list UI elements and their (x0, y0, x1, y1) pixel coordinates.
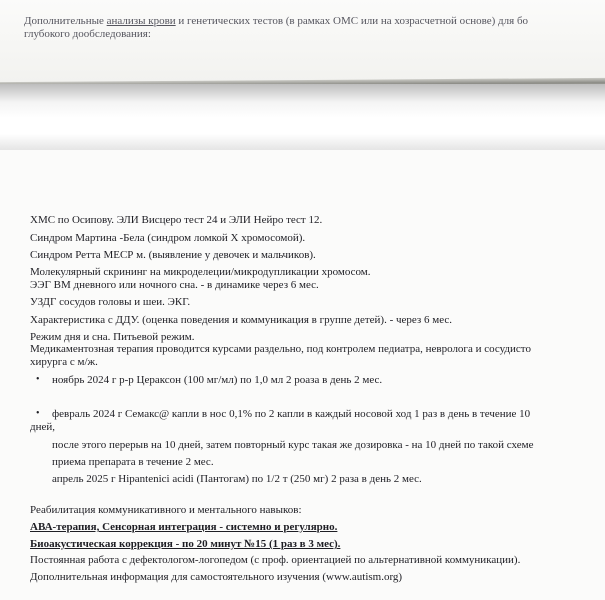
line-ddu: Характеристика с ДДУ. (оценка поведения и коммуникация в группе детей). - через 6 мес. (30, 314, 453, 326)
line-ceraxon: ноябрь 2024 г р-р Цераксон (100 мг/мл) по 1,0 мл 2 роаза в день 2 мес. (52, 374, 383, 386)
bullet-1: • (36, 374, 40, 385)
line-therapy: Медикаментозная терапия проводится курсами раздельно, под контролем педиатра, невролога и сосудисто (30, 343, 531, 355)
bullet-2: • (36, 408, 40, 419)
page-gap (0, 84, 605, 150)
line-autism-info: Дополнительная информация для самостоятельного изучения (www.autism.org) (30, 571, 403, 583)
line-rehab: Реабилитация коммуникативного и ментального навыков: (30, 504, 302, 516)
top-note-text-a: Дополнительные (24, 15, 104, 27)
line-course: приема препарата в течение 2 мес. (52, 456, 214, 468)
line-regime: Режим дня и сна. Питьевой режим. (30, 331, 195, 343)
line-molecular: Молекулярный скрининг на микроделеции/микродупликации хромосом. (30, 266, 371, 278)
line-bioacoustic: Биоакустическая коррекция - по 20 минут №15 (1 раз в 3 мес). (30, 538, 341, 550)
line-semax-cont: дней, (30, 421, 56, 433)
line-rett: Синдром Ретта МЕСР м. (выявление у девочек и мальчиков). (30, 249, 316, 261)
line-hms: ХМС по Осипову. ЭЛИ Висцеро тест 24 и ЭЛИ Нейро тест 12. (30, 214, 323, 226)
line-therapy-cont: хирурга с м/ж. (30, 356, 98, 368)
line-defectologist: Постоянная работа с дефектологом-логопедом (с проф. ориентацией по альтернативной коммуникации). (30, 554, 521, 566)
top-note-line-2: глубокого дообследования: (24, 28, 151, 40)
line-uzdg: УЗДГ сосудов головы и шеи. ЭКГ. (30, 296, 191, 308)
line-pantogam: апрель 2025 г Hipantenici acidi (Пантогам) по 1/2 т (250 мг) 2 раза в день 2 мес. (52, 473, 422, 485)
line-eeg: ЭЭГ ВМ дневного или ночного сна. - в динамике через 6 мес. (30, 279, 319, 291)
top-note-text-b: и генетических тестов (в рамках ОМС или на хозрасчетной основе) для бо (178, 15, 529, 27)
top-page-fragment (0, 0, 605, 84)
main-page (0, 150, 605, 600)
line-break: после этого перерыв на 10 дней, затем повторный курс такая же дозировка - на 10 дней по такой схеме (52, 439, 534, 451)
top-note-line-1 (24, 15, 528, 28)
line-martin-bell: Синдром Мартина -Бела (синдром ломкой X хромосомой). (30, 232, 306, 244)
line-aba: АВА-терапия, Сенсорная интеграция - системно и регулярно. (30, 521, 338, 533)
line-semax: февраль 2024 г Семакс@ капли в нос 0,1% по 2 капли в каждый носовой ход 1 раз в день в течение 10 (52, 408, 531, 420)
top-note-underlined: анализы крови (106, 15, 176, 27)
